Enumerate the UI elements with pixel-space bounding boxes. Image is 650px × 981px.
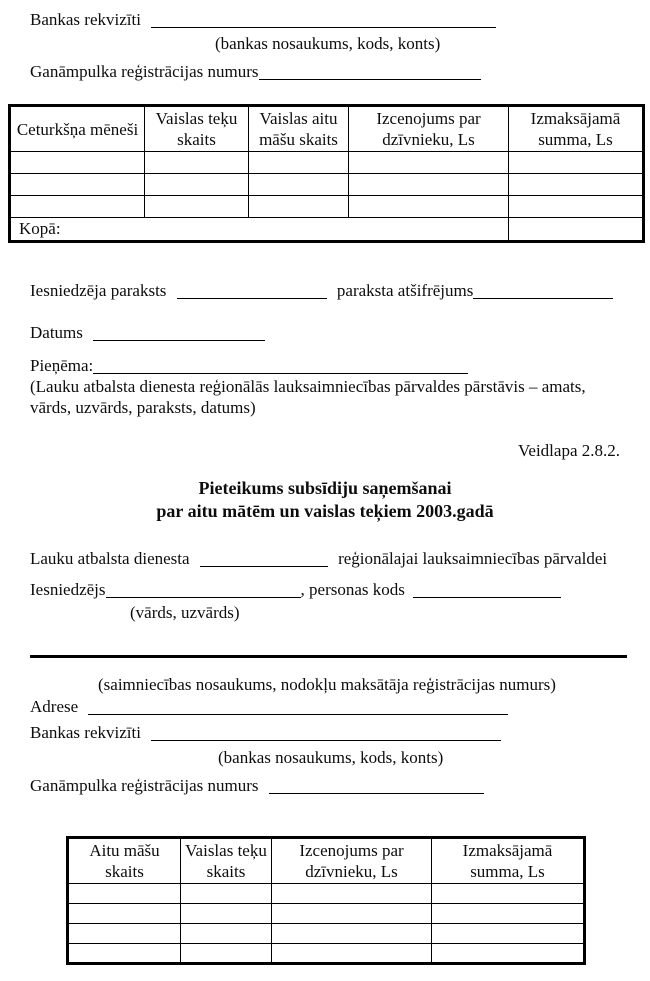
paraksts-field[interactable] xyxy=(177,284,327,299)
adrese-row xyxy=(0,697,650,717)
table-row xyxy=(68,944,585,964)
empty-cell[interactable] xyxy=(68,884,181,904)
table-row xyxy=(68,924,585,944)
iesniedzejs-field[interactable] xyxy=(106,583,301,598)
empty-cell[interactable] xyxy=(10,196,145,218)
empty-cell[interactable] xyxy=(432,884,585,904)
empty-cell[interactable] xyxy=(181,944,272,964)
empty-cell[interactable] xyxy=(272,924,432,944)
ganampulka-row-bottom xyxy=(0,776,650,796)
signature-row xyxy=(0,281,650,301)
empty-cell[interactable] xyxy=(272,944,432,964)
ganampulka-field[interactable] xyxy=(259,65,481,80)
empty-cell[interactable] xyxy=(432,904,585,924)
empty-cell[interactable] xyxy=(10,152,145,174)
lauku-row xyxy=(0,549,650,569)
empty-cell[interactable] xyxy=(181,924,272,944)
bankas-rekviziti-row-bottom xyxy=(0,723,650,743)
ganampulka-field-2[interactable] xyxy=(269,779,484,794)
empty-cell[interactable] xyxy=(349,174,509,196)
adrese-label: Adrese xyxy=(30,697,79,716)
bankas-rekviziti-field[interactable] xyxy=(151,13,496,28)
regionala-parvalde-field[interactable] xyxy=(200,552,328,567)
empty-cell[interactable] xyxy=(181,884,272,904)
empty-cell[interactable] xyxy=(68,944,181,964)
col-vaislas-teku-skaits: Vaislas teķu skaits xyxy=(181,838,272,884)
atsifrejums-field[interactable] xyxy=(473,284,613,299)
empty-cell[interactable] xyxy=(509,196,644,218)
saimnieciba-hint: (saimniecības nosaukums, nodokļu maksātāja reģistrācijas numurs) xyxy=(98,675,556,694)
empty-cell[interactable] xyxy=(249,196,349,218)
iesniedzejs-row xyxy=(0,580,650,600)
adrese-field[interactable] xyxy=(88,700,508,715)
pienema-row xyxy=(0,356,650,376)
empty-cell[interactable] xyxy=(145,196,249,218)
col-ceturksna-menesi: Ceturkšņa mēneši xyxy=(10,106,145,152)
empty-cell[interactable] xyxy=(432,944,585,964)
empty-cell[interactable] xyxy=(249,174,349,196)
vards-uzvards-hint: (vārds, uzvārds) xyxy=(130,603,240,622)
quarterly-subsidy-table xyxy=(8,104,645,243)
ganampulka-row-top xyxy=(0,62,650,82)
form-reference: Veidlapa 2.8.2. xyxy=(518,441,620,460)
lauku-suffix-label: reģionālajai lauksaimniecības pārvaldei xyxy=(338,549,608,568)
title-line1: Pieteikums subsīdiju saņemšanai xyxy=(198,478,452,498)
table-row xyxy=(10,174,644,196)
saimnieciba-fill-line[interactable] xyxy=(30,655,627,658)
empty-cell[interactable] xyxy=(509,174,644,196)
empty-cell[interactable] xyxy=(68,924,181,944)
annual-subsidy-table xyxy=(66,836,586,965)
empty-cell[interactable] xyxy=(181,904,272,924)
document-title xyxy=(0,477,650,523)
table-row xyxy=(10,152,644,174)
document-page xyxy=(0,10,650,981)
bankas-rekviziti-label: Bankas rekvizīti xyxy=(30,10,141,29)
table-row xyxy=(68,904,585,924)
col-izmaksajama-summa: Izmaksājamā summa, Ls xyxy=(432,838,585,884)
datums-field[interactable] xyxy=(93,326,265,341)
table-row xyxy=(68,884,585,904)
datums-label: Datums xyxy=(30,323,83,342)
col-vaislas-aitu-masu-skaits: Vaislas aitu māšu skaits xyxy=(249,106,349,152)
empty-cell[interactable] xyxy=(10,174,145,196)
empty-cell[interactable] xyxy=(272,904,432,924)
iesniedzeja-paraksts-label: Iesniedzēja paraksts xyxy=(30,281,167,300)
personas-kods-label: , personas kods xyxy=(300,580,405,599)
total-sum-cell[interactable] xyxy=(509,218,644,242)
bankas-rekviziti-field-2[interactable] xyxy=(151,726,501,741)
ganampulka-label: Ganāmpulka reģistrācijas numurs xyxy=(30,62,259,81)
lauku-prefix-label: Lauku atbalsta dienesta xyxy=(30,549,190,568)
pienema-hint: (Lauku atbalsta dienesta reģionālās lauksaimniecības pārvaldes pārstāvis – amats, vārds, uzvārds, paraksts, datums) xyxy=(30,377,586,417)
total-row xyxy=(10,218,644,242)
datums-row xyxy=(0,323,650,343)
empty-cell[interactable] xyxy=(249,152,349,174)
total-label: Kopā: xyxy=(10,218,509,242)
table-row xyxy=(10,196,644,218)
bankas-hint: (bankas nosaukums, kods, konts) xyxy=(215,34,441,53)
paraksta-atsifrejums-label: paraksta atšifrējums xyxy=(336,281,474,300)
col-aitu-masu-skaits: Aitu māšu skaits xyxy=(68,838,181,884)
empty-cell[interactable] xyxy=(349,196,509,218)
empty-cell[interactable] xyxy=(145,152,249,174)
empty-cell[interactable] xyxy=(68,904,181,924)
iesniedzejs-label: Iesniedzējs xyxy=(30,580,106,599)
empty-cell[interactable] xyxy=(272,884,432,904)
bankas-hint-2: (bankas nosaukums, kods, konts) xyxy=(218,748,444,767)
table-header-row xyxy=(68,838,585,884)
ganampulka-label-2: Ganāmpulka reģistrācijas numurs xyxy=(30,776,259,795)
col-izmaksajama-summa: Izmaksājamā summa, Ls xyxy=(509,106,644,152)
empty-cell[interactable] xyxy=(432,924,585,944)
empty-cell[interactable] xyxy=(509,152,644,174)
empty-cell[interactable] xyxy=(145,174,249,196)
title-line2: par aitu mātēm un vaislas teķiem 2003.gadā xyxy=(156,501,494,521)
personas-kods-field[interactable] xyxy=(413,583,561,598)
pienema-label: Pieņēma: xyxy=(30,356,94,375)
col-izcenojums: Izcenojums par dzīvnieku, Ls xyxy=(272,838,432,884)
empty-cell[interactable] xyxy=(349,152,509,174)
table-header-row xyxy=(10,106,644,152)
col-vaislas-teku-skaits: Vaislas teķu skaits xyxy=(145,106,249,152)
bankas-rekviziti-row-top xyxy=(0,10,650,30)
col-izcenojums: Izcenojums par dzīvnieku, Ls xyxy=(349,106,509,152)
pienema-field[interactable] xyxy=(93,359,468,374)
bankas-rekviziti-label-2: Bankas rekvizīti xyxy=(30,723,141,742)
